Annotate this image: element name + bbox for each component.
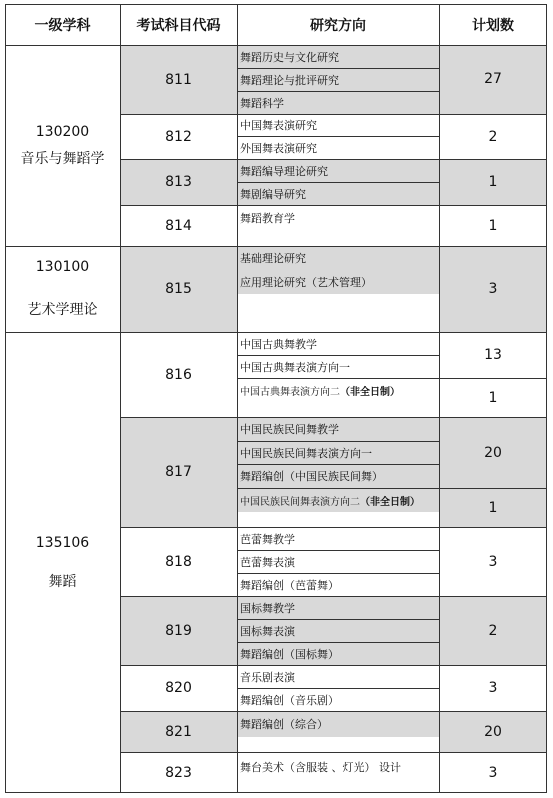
- part-time-badge: （非全日制）: [360, 496, 420, 508]
- direction-cell: 中国民族民间舞表演方向一: [237, 441, 439, 464]
- column-divider: [439, 4, 440, 793]
- direction-cell: 芭蕾舞教学: [240, 532, 295, 546]
- plan-cell: 20: [439, 711, 547, 752]
- plan-cell: 1: [488, 389, 498, 406]
- row-divider: [120, 159, 547, 160]
- direction-cell: 中国民族民间舞教学: [237, 417, 439, 441]
- exam-code-cell: 817: [120, 417, 237, 527]
- discipline-code: 130100: [35, 259, 90, 275]
- column-divider: [120, 4, 121, 793]
- direction-cell: 中国古典舞表演方向一: [240, 360, 350, 374]
- direction-cell: 音乐剧表演: [240, 670, 295, 684]
- row-divider: [237, 642, 439, 643]
- direction-cell: 舞蹈历史与文化研究: [237, 45, 439, 68]
- row-divider: [237, 355, 439, 356]
- discipline-name: 舞蹈: [48, 573, 77, 590]
- direction-cell: 舞蹈编创（综合）: [237, 711, 439, 737]
- row-divider: [237, 68, 439, 69]
- direction-cell: 舞蹈编创（国标舞）: [237, 642, 439, 665]
- table-border: [5, 4, 547, 5]
- exam-code-cell: 815: [120, 246, 237, 332]
- direction-cell-part-time: [237, 378, 439, 402]
- plan-cell: 2: [488, 128, 498, 145]
- direction-cell: 国标舞教学: [237, 596, 439, 619]
- plan-cell: 2: [439, 596, 547, 665]
- direction-cell: 舞蹈编创（音乐剧）: [240, 693, 339, 707]
- direction-cell: 中国古典舞教学: [240, 337, 317, 351]
- discipline-name: 艺术学理论: [27, 302, 98, 318]
- header-direction: 研究方向: [237, 4, 439, 45]
- direction-cell: 舞剧编导研究: [237, 182, 439, 205]
- row-divider: [237, 464, 439, 465]
- plan-cell: 1: [439, 159, 547, 205]
- row-divider: [237, 441, 439, 442]
- direction-cell: 外国舞表演研究: [240, 141, 317, 155]
- row-divider: [237, 688, 439, 689]
- direction-cell: 国标舞表演: [237, 619, 439, 642]
- direction-cell: 舞台美术（含服装 、灯光） 设计: [240, 761, 401, 774]
- exam-code-cell: 812: [165, 128, 192, 145]
- table-border: [546, 4, 547, 793]
- row-divider: [120, 114, 547, 115]
- direction-cell: 舞蹈编创（芭蕾舞）: [240, 578, 339, 592]
- direction-cell: 舞蹈教育学: [240, 212, 295, 225]
- row-divider: [237, 488, 547, 489]
- row-divider: [120, 527, 547, 528]
- exam-code-cell: 816: [165, 366, 192, 383]
- direction-cell: 舞蹈编导理论研究: [237, 159, 439, 182]
- direction-cell: 中国舞表演研究: [240, 119, 317, 132]
- exam-code-cell: 813: [120, 159, 237, 205]
- row-divider: [5, 332, 547, 333]
- table-border: [5, 792, 547, 793]
- direction-cell: 芭蕾舞表演: [240, 555, 295, 569]
- enrollment-plan-table: [5, 4, 547, 793]
- direction-cell: 基础理论研究: [237, 246, 439, 270]
- exam-code-cell: 823: [165, 764, 192, 781]
- column-divider: [237, 4, 238, 793]
- row-divider: [5, 246, 547, 247]
- exam-code-cell: 820: [165, 680, 192, 696]
- plan-cell: 1: [439, 488, 547, 527]
- direction-label: 中国古典舞表演方向二: [240, 386, 340, 398]
- row-divider: [237, 573, 439, 574]
- plan-cell: 3: [488, 680, 498, 696]
- exam-code-cell: 821: [120, 711, 237, 752]
- row-divider: [237, 619, 439, 620]
- plan-cell: 13: [484, 347, 502, 363]
- plan-cell: 27: [439, 45, 547, 114]
- discipline-cell: [5, 332, 120, 793]
- exam-code-cell: 818: [165, 553, 192, 570]
- discipline-name: 音乐与舞蹈学: [20, 150, 105, 167]
- direction-label: 中国民族民间舞表演方向二: [240, 496, 360, 508]
- exam-code-cell: 814: [165, 217, 192, 234]
- row-divider: [120, 711, 547, 712]
- discipline-cell: [5, 45, 120, 246]
- row-divider: [120, 417, 547, 418]
- header-plan: 计划数: [439, 4, 547, 45]
- row-divider: [120, 665, 547, 666]
- plan-cell: 20: [439, 417, 547, 488]
- plan-cell: 3: [439, 246, 547, 332]
- row-divider: [237, 136, 439, 137]
- part-time-badge: （非全日制）: [340, 386, 400, 398]
- row-divider: [237, 378, 547, 379]
- plan-cell: 1: [488, 217, 498, 234]
- exam-code-cell: 811: [120, 45, 237, 114]
- row-divider: [120, 752, 547, 753]
- direction-cell: 舞蹈编创（中国民族民间舞）: [237, 464, 439, 488]
- direction-cell: 舞蹈科学: [237, 91, 439, 114]
- header-exam-code: 考试科目代码: [120, 4, 237, 45]
- table-border: [5, 4, 6, 793]
- row-divider: [237, 182, 439, 183]
- row-divider: [5, 45, 547, 46]
- direction-cell: 舞蹈理论与批评研究: [237, 68, 439, 91]
- header-discipline: 一级学科: [5, 4, 120, 45]
- row-divider: [120, 596, 547, 597]
- discipline-cell: [5, 246, 120, 332]
- direction-cell: 应用理论研究（艺术管理）: [237, 270, 439, 294]
- exam-code-cell: 819: [120, 596, 237, 665]
- discipline-code: 135106: [35, 534, 90, 551]
- discipline-code: 130200: [35, 123, 90, 140]
- plan-cell: 3: [488, 764, 498, 781]
- direction-cell-part-time: [237, 488, 439, 512]
- row-divider: [120, 205, 547, 206]
- plan-cell: 3: [488, 553, 498, 570]
- row-divider: [237, 550, 439, 551]
- row-divider: [237, 91, 439, 92]
